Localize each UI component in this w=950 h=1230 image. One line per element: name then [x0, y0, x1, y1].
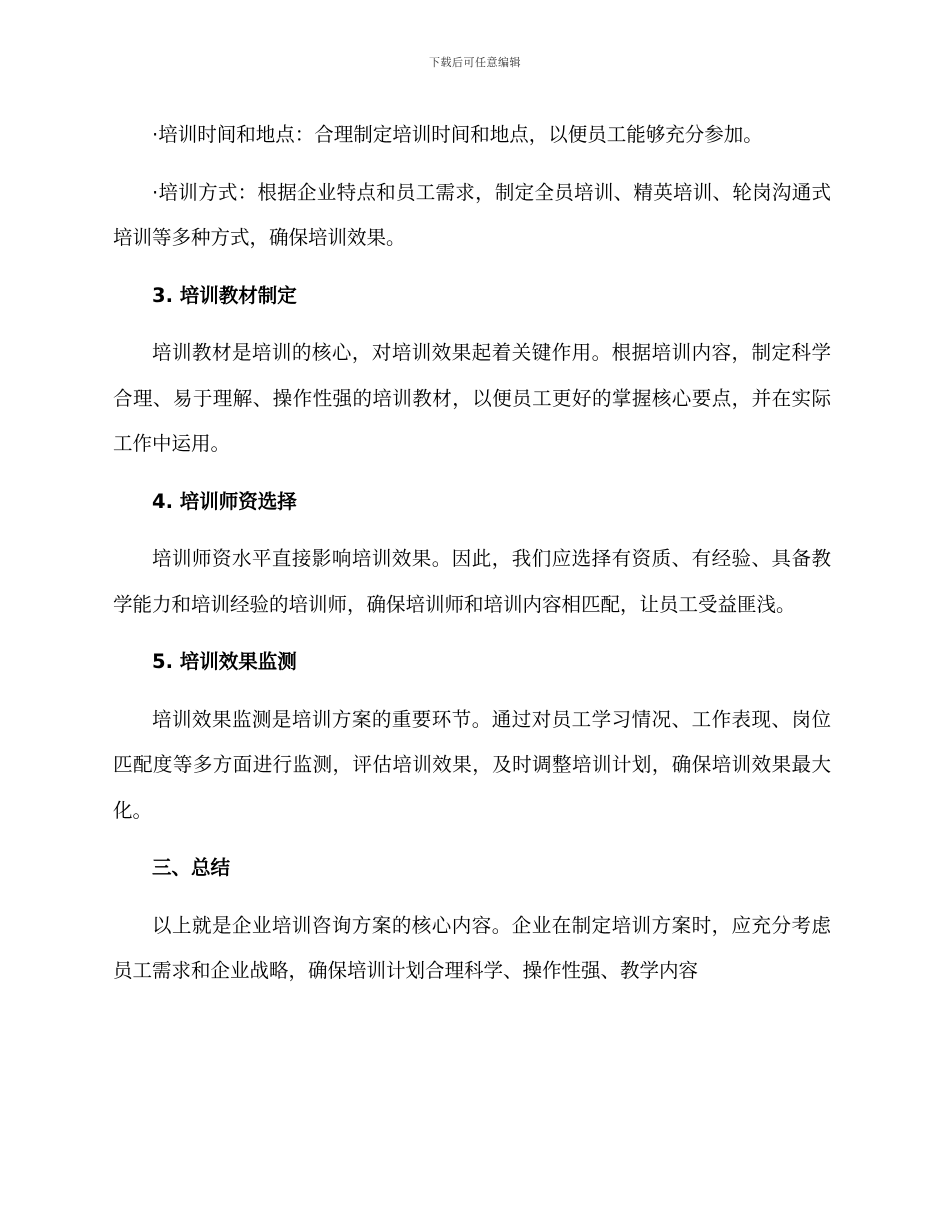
heading-summary: 三、总结	[152, 856, 231, 879]
paragraph-training-materials: 培训教材是培训的核心，对培训效果起着关键作用。根据培训内容，制定科学合理、易于理解、操作性强的培训教材，以便员工更好的掌握核心要点，并在实际工作中运用。	[113, 341, 831, 455]
heading-training-materials: 3. 培训教材制定	[152, 283, 297, 307]
paragraph-effect-monitoring: 培训效果监测是培训方案的重要环节。通过对员工学习情况、工作表现、岗位匹配度等多方面进行监测，评估培训效果，及时调整培训计划，确保培训效果最大化。	[113, 707, 831, 822]
heading-trainer-selection: 4. 培训师资选择	[152, 489, 297, 513]
header-note: 下载后可任意编辑	[429, 56, 521, 69]
paragraph-training-time-location: ·培训时间和地点：合理制定培训时间和地点，以便员工能够充分参加。	[152, 123, 763, 146]
paragraph-summary: 以上就是企业培训咨询方案的核心内容。企业在制定培训方案时，应充分考虑员工需求和企业战略，确保培训计划合理科学、操作性强、教学内容	[113, 913, 831, 982]
paragraph-trainer-selection: 培训师资水平直接影响培训效果。因此，我们应选择有资质、有经验、具备教学能力和培训经验的培训师，确保培训师和培训内容相匹配，让员工受益匪浅。	[113, 547, 831, 616]
paragraph-training-method: ·培训方式：根据企业特点和员工需求，制定全员培训、精英培训、轮岗沟通式培训等多种方式，确保培训效果。	[113, 180, 831, 249]
heading-effect-monitoring: 5. 培训效果监测	[152, 650, 297, 673]
document-body	[113, 112, 831, 1006]
